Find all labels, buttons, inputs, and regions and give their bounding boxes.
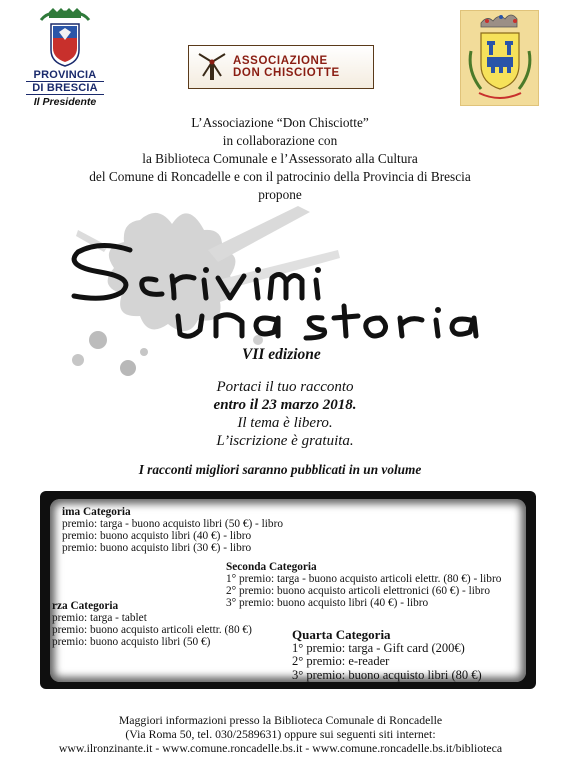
cta-deadline: entro il 23 marzo 2018. (213, 397, 357, 413)
category-3-prize-3: premio: buono acquisto libri (50 €) (52, 636, 211, 648)
cta-line-1: Portaci il tuo racconto (216, 379, 354, 395)
footer-websites: www.ilronzinante.it - www.comune.roncadelle.bs.it - www.comune.roncadelle.bs.it/biblioteca (58, 740, 503, 755)
category-2-heading: Seconda Categoria (226, 561, 317, 573)
footer-line-1: Maggiori informazioni presso la Biblioteca Comunale di Roncadelle (118, 713, 443, 727)
intro-line-2: in collaborazione con (222, 133, 338, 148)
provincia-name-line2: DI BRESCIA (32, 82, 98, 94)
category-4-heading: Quarta Categoria (292, 627, 391, 642)
category-3-prize-2: premio: buono acquisto articoli elettr. (80 €) (52, 624, 252, 636)
category-1-prize-3: premio: buono acquisto libri (30 €) - libro (62, 542, 252, 554)
category-1-prize-2: premio: buono acquisto libri (40 €) - libro (62, 530, 252, 542)
provincia-name: PROVINCIA (33, 69, 97, 81)
presidente-label: Il Presidente (33, 96, 97, 108)
provincia-brescia-logo (22, 6, 108, 108)
prize-category-1 (62, 506, 283, 554)
category-4-prize-1: 1° premio: targa - Gift card (200€) (292, 640, 465, 655)
intro-line-5: propone (258, 187, 302, 202)
prize-category-4 (292, 628, 482, 682)
call-to-action (160, 378, 410, 450)
category-2-prize-2: 2° premio: buono acquisto articoli elettronici (60 €) - libro (226, 585, 490, 597)
category-1-heading: ima Categoria (62, 506, 131, 518)
category-2-prize-3: 3° premio: buono acquisto libri (40 €) - libro (226, 597, 429, 609)
category-4-prize-2: 2° premio: e-reader (292, 654, 390, 668)
category-1-prize-1: premio: targa - buono acquisto libri (50 €) - libro (62, 518, 283, 530)
cta-line-3: Il tema è libero. (237, 415, 333, 431)
category-2-prize-1: 1° premio: targa - buono acquisto articoli elettr. (80 €) - libro (226, 573, 502, 585)
intro-line-3: la Biblioteca Comunale e l’Assessorato alla Cultura (142, 151, 418, 166)
associazione-don-chisciotte-logo (188, 45, 374, 89)
publication-note: I racconti migliori saranno pubblicati in un volume (138, 462, 422, 477)
category-4-prize-3: 3° premio: buono acquisto libri (80 €) (292, 667, 482, 682)
assoc-logo-line1: ASSOCIAZIONE (233, 55, 328, 67)
intro-line-1: L’Associazione “Don Chisciotte” (191, 115, 369, 130)
footer-line-2: (Via Roma 50, tel. 030/2589631) oppure sui seguenti siti internet: (125, 726, 436, 741)
provincia-crest-icon (35, 6, 95, 70)
assoc-logo-line2: DON CHISCIOTTE (233, 67, 340, 79)
category-3-prize-1: premio: targa - tablet (52, 612, 147, 624)
category-3-heading: rza Categoria (52, 600, 119, 612)
prize-category-3 (52, 600, 252, 648)
municipal-crest-icon (461, 11, 540, 107)
prize-category-2 (226, 561, 501, 609)
comune-roncadelle-crest (460, 10, 539, 106)
scrivimi-una-storia-title (70, 232, 510, 352)
prizes-board-inner (50, 499, 526, 682)
intro-line-4: del Comune di Roncadelle e con il patrocinio della Provincia di Brescia (89, 169, 471, 184)
prizes-board (40, 491, 536, 689)
provincia-divider-2 (26, 94, 104, 95)
footer-info (30, 714, 531, 755)
don-quixote-windmill-icon (195, 50, 229, 84)
edition-label: VII edizione (242, 346, 321, 363)
cta-line-4: L’iscrizione è gratuita. (216, 433, 354, 449)
